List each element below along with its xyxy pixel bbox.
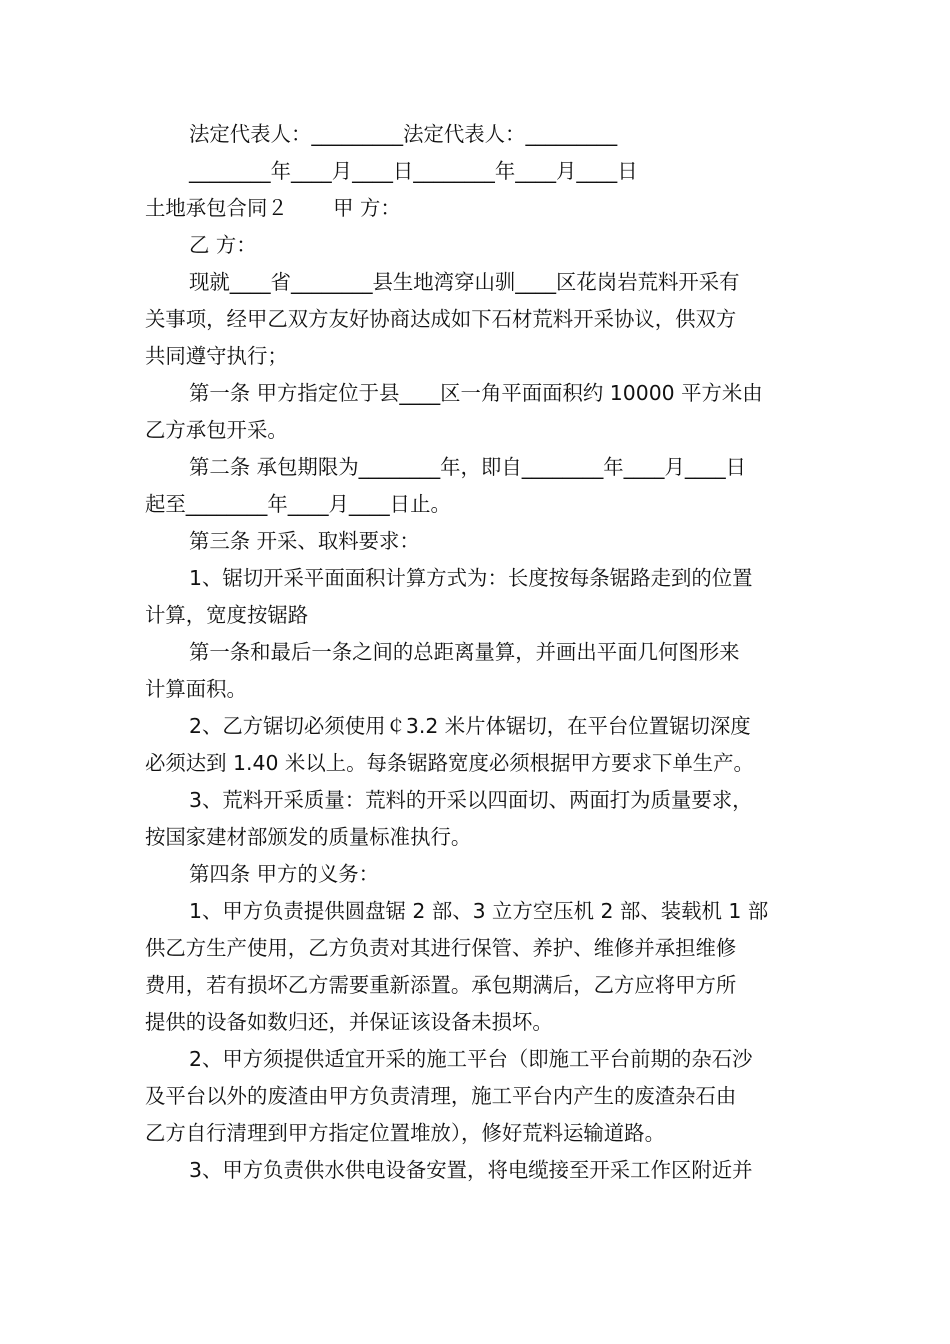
text-line: 第一条和最后一条之间的总距离量算，并画出平面几何图形来 (189, 640, 740, 664)
text-line: 关事项，经甲乙双方友好协商达成如下石材荒料开采协议，供双方 (145, 307, 737, 331)
text-line: 第三条 开采、取料要求： (189, 529, 420, 553)
text-line: 按国家建材部颁发的质量标准执行。 (145, 825, 472, 849)
text-line: 费用，若有损坏乙方需要重新添置。承包期满后，乙方应将甲方所 (145, 973, 737, 997)
text-line: 1、甲方负责提供圆盘锯 2 部、3 立方空压机 2 部、装载机 1 部 (189, 899, 769, 923)
text-line: 第四条 甲方的义务： (189, 862, 379, 886)
text-line: 必须达到 1.40 米以上。每条锯路宽度必须根据甲方要求下单生产。 (145, 751, 754, 775)
text-line: 3、荒料开采质量：荒料的开采以四面切、两面打为质量要求， (189, 788, 753, 812)
text-line: ________年____月____日________年____月____日 (189, 159, 638, 183)
text-line: 共同遵守执行； (145, 344, 288, 368)
text-line: 提供的设备如数归还，并保证该设备未损坏。 (145, 1010, 553, 1034)
document-body (145, 116, 810, 1189)
text-line: 2、乙方锯切必须使用￠3.2 米片体锯切，在平台位置锯切深度 (189, 714, 751, 738)
text-line: 乙方承包开采。 (145, 418, 288, 442)
text-line: 现就____省________县生地湾穿山驯____区花岗岩荒料开采有 (189, 270, 740, 294)
text-line: 乙方自行清理到甲方指定位置堆放），修好荒料运输道路。 (145, 1121, 665, 1145)
text-line: 乙 方： (189, 233, 257, 257)
text-line: 1、锯切开采平面面积计算方式为：长度按每条锯路走到的位置 (189, 566, 753, 590)
text-line: 法定代表人：_________法定代表人：_________ (189, 122, 618, 146)
text-line: 及平台以外的废渣由甲方负责清理，施工平台内产生的废渣杂石由 (145, 1084, 737, 1108)
text-line: 3、甲方负责供水供电设备安置，将电缆接至开采工作区附近并 (189, 1158, 753, 1182)
text-line: 起至________年____月____日止。 (145, 492, 451, 516)
text-line: 2、甲方须提供适宜开采的施工平台（即施工平台前期的杂石沙 (189, 1047, 753, 1071)
text-line: 第二条 承包期限为________年，即自________年____月____日 (189, 455, 747, 479)
text-line: 第一条 甲方指定位于县____区一角平面面积约 10000 平方米由 (189, 381, 763, 405)
text-line: 计算，宽度按锯路 (145, 603, 309, 627)
text-line: 供乙方生产使用，乙方负责对其进行保管、养护、维修并承担维修 (145, 936, 737, 960)
text-line: 计算面积。 (145, 677, 247, 701)
text-line: 土地承包合同２ 甲 方： (145, 196, 401, 220)
